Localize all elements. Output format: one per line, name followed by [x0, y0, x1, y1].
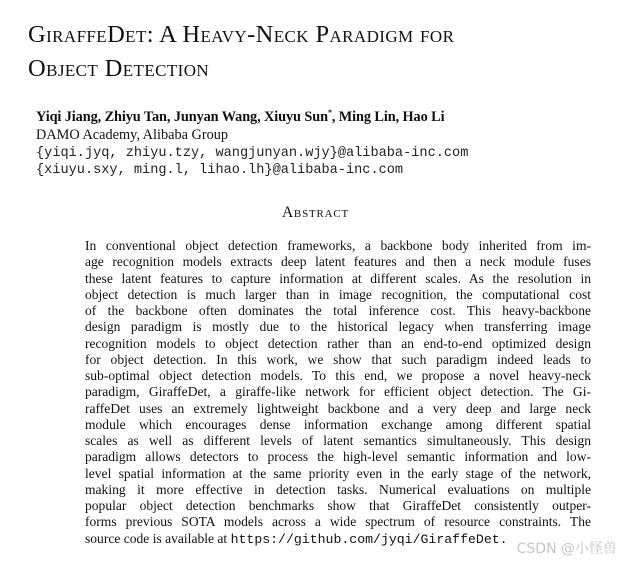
abstract-line: making it more effective in detection tasks. Numerical evaluations on multiple: [85, 481, 591, 497]
abstract-line: In conventional object detection frameworks, a backbone body inherited from im-: [85, 238, 591, 253]
affiliation: DAMO Academy, Alibaba Group: [36, 127, 229, 143]
email-line-1: {yiqi.jyq, zhiyu.tzy, wangjunyan.wjy}@alibaba-inc.com: [36, 146, 469, 161]
abstract-code-prefix: source code is available at: [85, 530, 231, 546]
abstract-line: popular object detection benchmarks show that GiraffeDet consistently outper-: [85, 498, 591, 513]
abstract-line: of the backbone often dominates the total inference cost. This heavy-backbone: [85, 303, 591, 318]
abstract-line-last: [85, 531, 591, 547]
paper-title-line-1: GiraffeDet: A Heavy-Neck Paradigm for: [28, 21, 455, 48]
abstract-line: for object detection. In this work, we show that such paradigm indeed leads to: [85, 351, 591, 367]
author-list: [36, 108, 444, 126]
abstract-line: object detection is much larger than in image recognition, the computational cost: [85, 286, 591, 302]
author-names: Yiqi Jiang, Zhiyu Tan, Junyan Wang, Xiuyu Sun: [36, 108, 328, 125]
corresponding-author-mark: *: [327, 108, 332, 117]
abstract-body: [85, 238, 591, 547]
abstract-line: recognition models to object detection rather than an end-to-end optimized design: [85, 335, 591, 351]
abstract-line: design paradigm is mostly due to the historical legacy when transferring image: [85, 319, 591, 335]
author-names-rest: , Ming Lin, Hao Li: [331, 108, 445, 125]
abstract-line: module which encourages dense information exchange among different spatial: [85, 416, 591, 432]
watermark: CSDN @小怪兽: [516, 541, 617, 557]
abstract-line: age recognition models extracts deep latent features and then a neck module fuses: [85, 254, 591, 270]
source-code-link[interactable]: https://github.com/jyqi/GiraffeDet.: [230, 531, 508, 547]
abstract-line: paradigm allows detectors to process the high-level semantic information and low-: [85, 449, 591, 465]
paper-title-line-2: Object Detection: [28, 55, 210, 82]
abstract-line: sub-optimal object detection models. To this end, we propose a novel heavy-neck: [85, 368, 591, 383]
email-line-2: {xiuyu.sxy, ming.l, lihao.lh}@alibaba-inc.com: [36, 163, 404, 178]
abstract-line: these latent features to capture information at different scales. As the resolution in: [85, 270, 591, 286]
abstract-line: level spatial information at the same priority even in the early stage of the network,: [85, 465, 591, 481]
abstract-line: forms previous SOTA models across a wide spectrum of resource constraints. The: [85, 514, 591, 530]
abstract-line: raffeDet uses an extremely lightweight backbone and a very deep and large neck: [85, 400, 591, 416]
paper-title: [28, 18, 618, 86]
abstract-line: paradigm, GiraffeDet, a giraffe-like network for efficient object detection. The Gi-: [85, 384, 591, 400]
abstract-line: scales as well as different levels of latent semantics simultaneously. This design: [85, 433, 591, 448]
abstract-heading: Abstract: [281, 204, 350, 221]
